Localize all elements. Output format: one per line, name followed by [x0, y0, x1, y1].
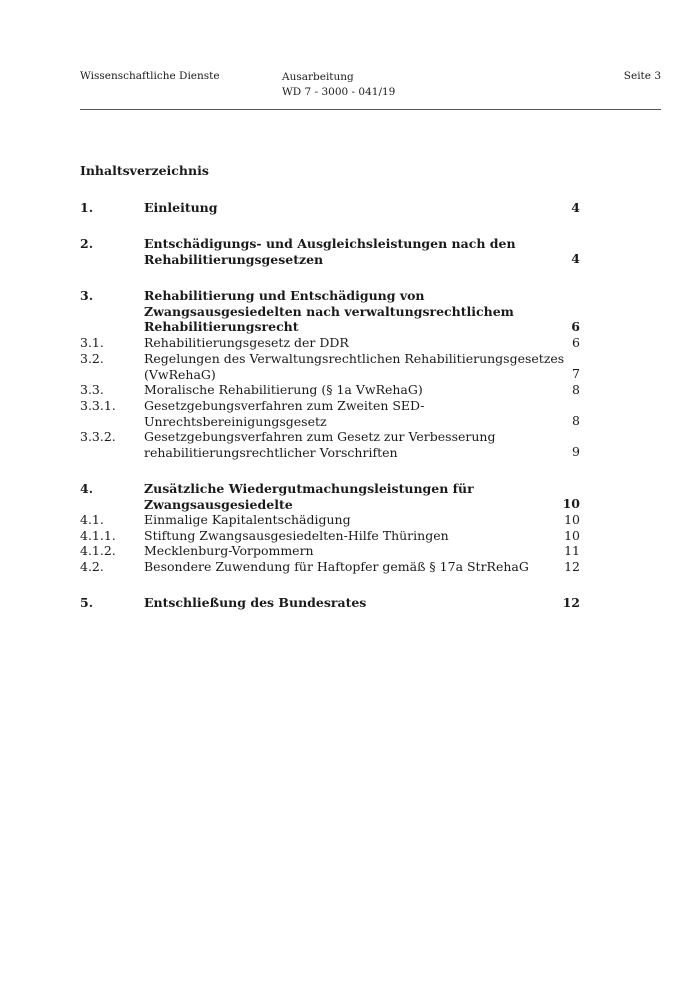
toc-entry-4-1-1[interactable] — [80, 528, 580, 544]
toc-entry-number: 3.2. — [80, 351, 104, 366]
header-document-type: Ausarbeitung — [282, 71, 354, 83]
toc-entry-5[interactable] — [80, 595, 580, 611]
toc-entry-page: 4 — [571, 251, 580, 267]
header-divider — [80, 109, 661, 110]
toc-entry-page: 6 — [571, 319, 580, 335]
toc-entry-3-3-2[interactable] — [80, 429, 580, 460]
toc-entry-page: 11 — [564, 543, 580, 559]
header-department: Wissenschaftliche Dienste — [80, 70, 220, 82]
toc-entry-page: 10 — [564, 512, 580, 528]
toc-entry-number: 1. — [80, 200, 94, 215]
toc-entry-page: 12 — [564, 559, 580, 575]
toc-entry-page: 8 — [572, 382, 580, 398]
toc-entry-title: Moralische Rehabilitierung (§ 1a VwRehaG) — [144, 382, 423, 397]
toc-entry-title: Entschädigungs- und Ausgleichsleistungen nach den Rehabilitierungsgesetzen — [144, 236, 516, 267]
toc-entry-page: 9 — [572, 444, 580, 460]
toc-entry-page: 7 — [572, 366, 580, 382]
toc-entry-page: 8 — [572, 413, 580, 429]
toc-entry-number: 3.1. — [80, 335, 104, 350]
toc-entry-page: 4 — [571, 200, 580, 216]
toc-title: Inhaltsverzeichnis — [80, 163, 209, 178]
toc-entry-page: 10 — [562, 496, 580, 512]
toc-entry-4-1[interactable] — [80, 512, 580, 528]
toc-entry-3-3-1[interactable] — [80, 398, 580, 429]
toc-entry-title: Mecklenburg-Vorpommern — [144, 543, 314, 558]
toc-entry-page: 6 — [572, 335, 580, 351]
toc-entry-number: 3.3. — [80, 382, 104, 397]
toc-entry-title: Besondere Zuwendung für Haftopfer gemäß § 17a StrRehaG — [144, 559, 529, 574]
toc-entry-1[interactable] — [80, 200, 580, 216]
toc-entry-4-1-2[interactable] — [80, 543, 580, 559]
toc-entry-2[interactable] — [80, 236, 580, 267]
toc-entry-page: 12 — [562, 595, 580, 611]
toc-entry-title: Stiftung Zwangsausgesiedelten-Hilfe Thüringen — [144, 528, 449, 543]
header-document-info — [282, 70, 395, 100]
toc-entry-3-3[interactable] — [80, 382, 580, 398]
toc-entry-4[interactable] — [80, 481, 580, 512]
toc-entry-number: 3.3.1. — [80, 398, 116, 413]
toc-entry-number: 4.1. — [80, 512, 104, 527]
toc-entry-title: Gesetzgebungsverfahren zum Zweiten SED- Unrechtsbereinigungsgesetz — [144, 398, 425, 429]
toc-entry-title: Einleitung — [144, 200, 218, 215]
toc-entry-3-1[interactable] — [80, 335, 580, 351]
toc-entry-4-2[interactable] — [80, 559, 580, 575]
toc-entry-number: 4. — [80, 481, 94, 496]
header-document-number: WD 7 - 3000 - 041/19 — [282, 86, 396, 98]
toc-entry-3[interactable] — [80, 288, 580, 335]
toc-entry-title: Gesetzgebungsverfahren zum Gesetz zur Verbesserung rehabilitierungsrechtlicher Vorschriften — [144, 429, 496, 460]
toc-entry-title: Rehabilitierungsgesetz der DDR — [144, 335, 349, 350]
toc-entry-number: 3.3.2. — [80, 429, 116, 444]
toc-entry-page: 10 — [564, 528, 580, 544]
page-header — [80, 70, 661, 106]
toc-entry-number: 2. — [80, 236, 94, 251]
toc-entry-title: Zusätzliche Wiedergutmachungsleistungen für Zwangsausgesiedelte — [144, 481, 474, 512]
toc-entry-number: 5. — [80, 595, 94, 610]
toc-entry-title: Rehabilitierung und Entschädigung von Zwangsausgesiedelten nach verwaltungsrechtlichem Rehabilitierungsrecht — [144, 288, 514, 335]
header-page-number: Seite 3 — [623, 70, 661, 82]
toc-entry-title: Einmalige Kapitalentschädigung — [144, 512, 351, 527]
toc-entry-title: Entschließung des Bundesrates — [144, 595, 367, 610]
toc-entry-number: 4.2. — [80, 559, 104, 574]
toc-entry-number: 4.1.1. — [80, 528, 116, 543]
toc-entry-number: 3. — [80, 288, 94, 303]
toc-entry-title: Regelungen des Verwaltungsrechtlichen Rehabilitierungsgesetzes (VwRehaG) — [144, 351, 565, 382]
toc-entry-number: 4.1.2. — [80, 543, 116, 558]
toc-entry-3-2[interactable] — [80, 351, 580, 382]
